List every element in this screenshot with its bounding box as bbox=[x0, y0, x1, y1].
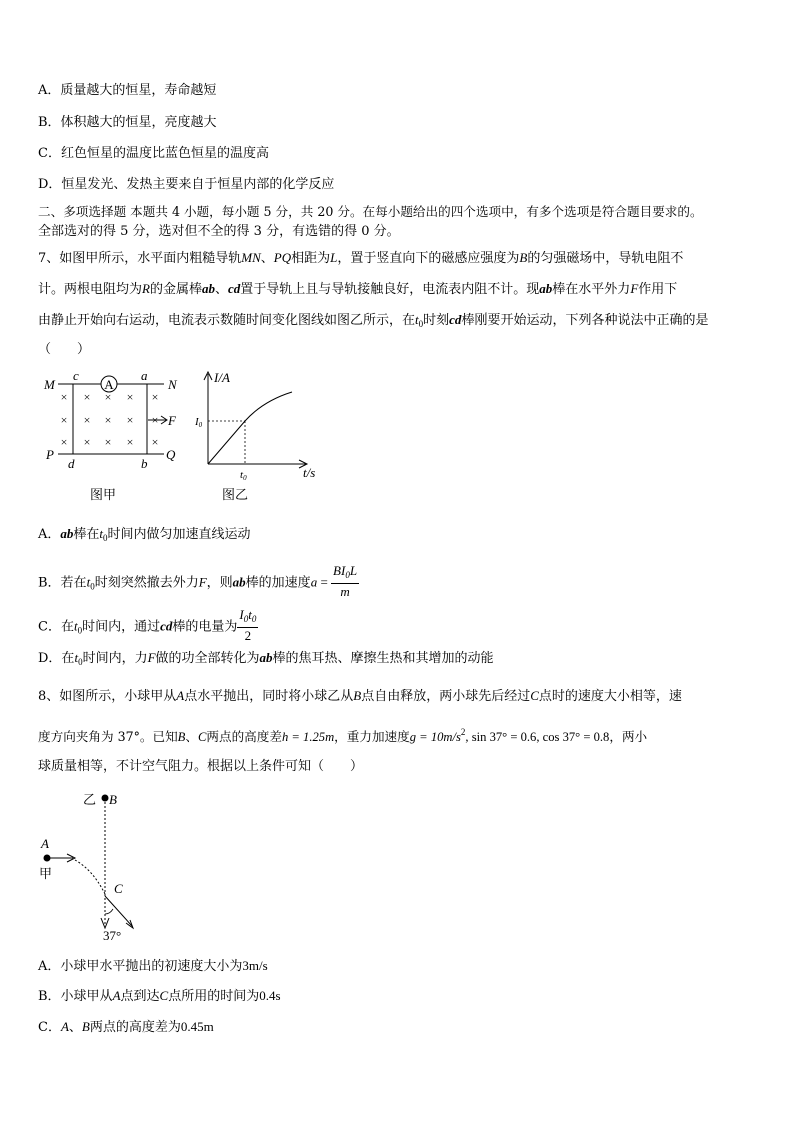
figure-q8-projectile bbox=[35, 788, 155, 944]
svg-text:×: × bbox=[83, 390, 91, 404]
svg-text:×: × bbox=[104, 413, 112, 427]
t0-label: t0 bbox=[240, 469, 247, 482]
svg-text:C: C bbox=[114, 881, 123, 896]
magnetic-field-crosses bbox=[61, 390, 159, 449]
q7-stem-line3: 由静止开始向右运动，电流表示数随时间变化图线如图乙所示，在$t_0$时刻cd棒刚要开始运动，下列各种说法中正确的是 bbox=[38, 312, 709, 329]
q8-stem-line2: 度方向夹角为 37°。已知B、C两点的高度差h = 1.25m，重力加速度$g = 10m/s^2$, sin 37° = 0.6, cos 37° = 0.8，两小 bbox=[38, 727, 648, 744]
label-c: c bbox=[73, 368, 79, 383]
svg-text:乙: 乙 bbox=[83, 792, 97, 807]
i0-label: I0 bbox=[195, 416, 203, 429]
q7-answer-paren: （ ） bbox=[38, 342, 91, 357]
label-a: a bbox=[141, 368, 148, 383]
label-d: d bbox=[68, 456, 75, 471]
svg-text:×: × bbox=[83, 413, 91, 427]
x-axis-label: t/s bbox=[303, 465, 316, 480]
svg-text:×: × bbox=[126, 435, 134, 449]
acceleration-fraction: $\frac{BI_0L}{m}$ bbox=[333, 563, 358, 599]
q7-stem-line2: 计。两根电阻均为R的金属棒ab、cd置于导轨上且与导轨接触良好，电流表内阻不计。现ab棒在水平外力F作用下 bbox=[38, 281, 678, 297]
charge-fraction: $\frac{I_0t_0}{2}$ bbox=[239, 607, 257, 643]
label-n: N bbox=[168, 377, 177, 392]
q6-option-b: B．体积越大的恒星，亮度越大 bbox=[38, 115, 217, 130]
q7-option-d: D．在$t_0$时间内，力F做的功全部转化为ab棒的焦耳热、摩擦生热和其增加的动能 bbox=[38, 650, 494, 667]
current-curve bbox=[208, 392, 292, 464]
q6-option-d: D．恒星发光、发热主要来自于恒星内部的化学反应 bbox=[38, 177, 335, 192]
svg-text:37°: 37° bbox=[103, 928, 122, 943]
svg-text:×: × bbox=[104, 435, 112, 449]
svg-text:×: × bbox=[151, 390, 159, 404]
q7-stem-line1: 7、如图甲所示，水平面内粗糙导轨MN、PQ相距为L，置于竖直向下的磁感应强度为B的匀强磁场中，导轨电阻不 bbox=[38, 250, 684, 266]
svg-text:甲: 甲 bbox=[39, 866, 53, 881]
ball-yi-icon bbox=[102, 795, 109, 802]
svg-text:×: × bbox=[60, 390, 68, 404]
figure-yi-graph bbox=[195, 366, 325, 482]
q8-option-c: C．A、B两点的高度差为0.45m bbox=[38, 1019, 214, 1035]
figure-yi-caption: 图乙 bbox=[222, 488, 249, 503]
svg-text:×: × bbox=[60, 413, 68, 427]
svg-text:×: × bbox=[83, 435, 91, 449]
label-m: M bbox=[44, 377, 55, 392]
svg-text:×: × bbox=[60, 435, 68, 449]
section2-heading-line2: 全部选对的得 5 分，选对但不全的得 3 分，有选错的得 0 分。 bbox=[38, 224, 400, 239]
q6-option-c: C．红色恒星的温度比蓝色恒星的温度高 bbox=[38, 146, 269, 161]
label-p: P bbox=[46, 447, 54, 462]
label-q: Q bbox=[166, 447, 176, 462]
svg-text:×: × bbox=[126, 390, 134, 404]
section2-heading-line1: 二、多项选择题 本题共 4 小题，每小题 5 分，共 20 分。在每小题给出的四个选项中，有多个选项是符合题目要求的。 bbox=[38, 204, 703, 219]
svg-text:A: A bbox=[41, 836, 49, 851]
svg-text:×: × bbox=[151, 413, 159, 427]
q8-option-a: A．小球甲水平抛出的初速度大小为3m/s bbox=[38, 958, 268, 974]
q8-stem-line1: 8、如图所示，小球甲从A点水平抛出，同时将小球乙从B点自由释放，两小球先后经过C点时的速度大小相等，速 bbox=[38, 688, 682, 704]
svg-text:×: × bbox=[151, 435, 159, 449]
q7-option-c: C．在$t_0$时间内，通过cd棒的电量为 $\frac{I_0t_0}{2}$ bbox=[38, 607, 257, 643]
q7-option-b: B．若在$t_0$时刻突然撤去外力F，则ab棒的加速度a = $\frac{BI_0L}{m}$ bbox=[38, 563, 358, 599]
figure-jia-circuit bbox=[40, 368, 190, 478]
q8-stem-line3: 球质量相等，不计空气阻力。根据以上条件可知（ ） bbox=[38, 759, 364, 774]
svg-text:A: A bbox=[104, 377, 114, 392]
label-b: b bbox=[141, 456, 148, 471]
figure-jia-caption: 图甲 bbox=[90, 488, 117, 503]
trajectory-curve bbox=[75, 860, 105, 894]
svg-text:B: B bbox=[109, 792, 117, 807]
q7-option-a: A．ab棒在$t_0$时间内做匀加速直线运动 bbox=[38, 526, 251, 543]
svg-text:×: × bbox=[126, 413, 134, 427]
ball-jia-icon bbox=[44, 855, 51, 862]
q8-option-b: B．小球甲从A点到达C点所用的时间为0.4s bbox=[38, 988, 281, 1004]
y-axis-label: I/A bbox=[214, 370, 230, 385]
svg-text:×: × bbox=[104, 390, 112, 404]
label-f: F bbox=[168, 413, 176, 428]
q6-option-a: A．质量越大的恒星，寿命越短 bbox=[38, 83, 217, 98]
